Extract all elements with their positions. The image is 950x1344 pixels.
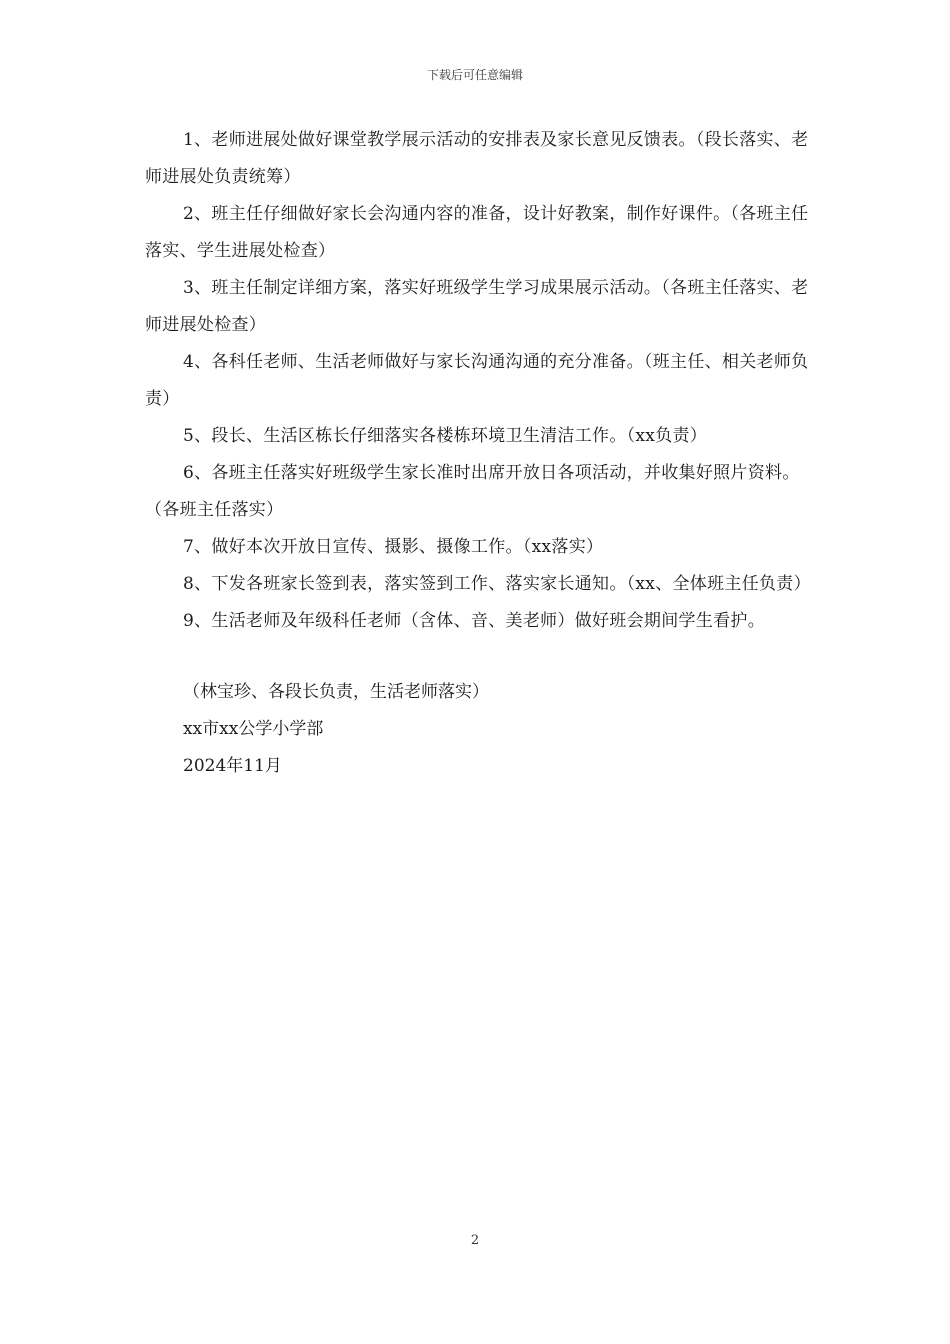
header-note: 下载后可任意编辑 [426,68,523,82]
list-item-6: 6、各班主任落实好班级学生家长准时出席开放日各项活动，并收集好照片资料。（各班主任落实） [145,463,800,520]
page-number: 2 [470,1233,480,1248]
list-item-3: 3、班主任制定详细方案，落实好班级学生学习成果展示活动。（各班主任落实、老师进展处检查） [145,278,809,335]
responsible-note: （林宝珍、各段长负责，生活老师落实） [183,682,489,702]
document-body [145,122,815,785]
list-item-8: 8、下发各班家长签到表，落实签到工作、落实家长通知。（xx、全体班主任负责） [183,574,811,594]
closing-block [145,674,815,785]
list-item-7: 7、做好本次开放日宣传、摄影、摄像工作。（xx落实） [183,537,604,557]
list-item-4: 4、各科任老师、生活老师做好与家长沟通沟通的充分准备。（班主任、相关老师负责） [145,352,809,409]
list-item-2: 2、班主任仔细做好家长会沟通内容的准备，设计好教案，制作好课件。（各班主任落实、学生进展处检查） [145,204,809,261]
document-date: 2024年11月 [183,756,282,776]
list-item-5: 5、段长、生活区栋长仔细落实各楼栋环境卫生清洁工作。（xx负责） [183,426,708,446]
organization-name: xx市xx公学小学部 [183,719,324,739]
list-item-1: 1、老师进展处做好课堂教学展示活动的安排表及家长意见反馈表。（段长落实、老师进展处负责统筹） [145,130,809,187]
list-item-9: 9、生活老师及年级科任老师（含体、音、美老师）做好班会期间学生看护。 [183,611,766,631]
